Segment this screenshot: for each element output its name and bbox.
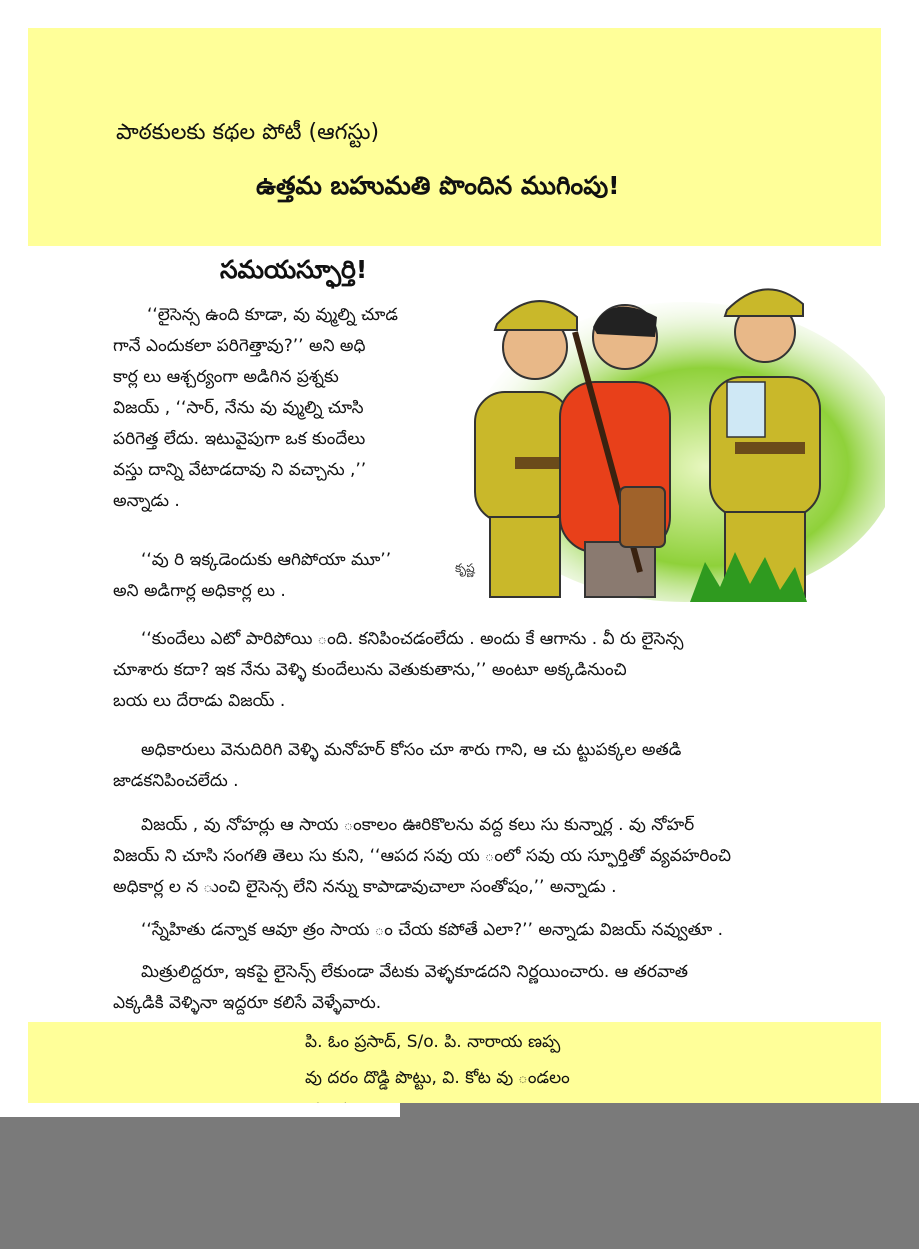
text-line: ‘‘వు రి ఇక్కడెందుకు ఆగిపోయా మూ’’ bbox=[141, 550, 392, 570]
story-paragraph-5 bbox=[113, 810, 731, 903]
text-line: విజయ్ , వు నోహర్లు ఆ సాయ ంకాలం ఊరికొలను వద్ద కలు సు కున్నార్ల . వు నోహర్ bbox=[141, 815, 695, 835]
story-paragraph-7 bbox=[113, 957, 688, 1019]
credit-line-address: వు దరం దొడ్డి పొట్టు, వి. కోట వు ండలం bbox=[305, 1068, 570, 1088]
artist-signature: కృష్ణ bbox=[455, 561, 475, 575]
header-band bbox=[28, 28, 881, 246]
text-line: అధికారులు వెనుదిరిగి వెళ్ళి మనోహర్ కోసం చూ శారు గాని, ఆ చు ట్టుపక్కల అతడి bbox=[141, 740, 682, 760]
text-line: చూశారు కదా? ఇక నేను వెళ్ళి కుందేలును వెతుకుతాను,’’ అంటూ అక్కడినుంచి bbox=[113, 660, 627, 680]
text-line: ‘‘లైసెన్స ఉంది కూడా, వు వ్ముల్ని చూడ bbox=[147, 305, 398, 325]
text-line: గానే ఎందుకలా పరిగెత్తావు?’’ అని అధి bbox=[113, 336, 366, 356]
text-line: అధికార్ల ల న ుంచి లైసెన్స లేని నన్ను కాపాడావుచాలా సంతోషం,’’ అన్నాడు . bbox=[113, 877, 617, 897]
story-paragraph-3 bbox=[113, 624, 683, 717]
text-line: విజయ్ ని చూసి సంగతి తెలు సు కుని, ‘‘ఆపద సవు య ంలో సవు య స్ఫూర్తితో వ్యవహరించి bbox=[113, 846, 732, 866]
text-line: ఎక్కడికి వెళ్ళినా ఇద్దరూ కలిసే వెళ్ళేవారు. bbox=[113, 993, 382, 1013]
contest-heading: పాఠకులకు కథల పోటీ (ఆగస్టు) bbox=[116, 120, 380, 145]
story-paragraph-2 bbox=[113, 545, 391, 607]
text-line: వస్తు దాన్ని వేటాడదావు ని వచ్చాను ,’’ bbox=[113, 460, 367, 480]
text-line: ‘‘కుందేలు ఎటో పారిపోయి ంది. కనిపించడంలేదు . అందు కే ఆగాను . వీ రు లైసెన్స bbox=[141, 629, 684, 649]
prize-heading: ఉత్తమ బహుమతి పొందిన ముగింపు! bbox=[256, 171, 620, 200]
text-line: ‘‘స్నేహితు డన్నాక ఆవూ త్రం సాయ ం చేయ కపోతే ఎలా?’’ అన్నాడు విజయ్ నవ్వుతూ . bbox=[141, 920, 724, 940]
text-line: పరిగెత్త లేదు. ఇటువైపుగా ఒక కుందేలు bbox=[113, 429, 366, 449]
story-paragraph-1 bbox=[113, 300, 398, 517]
bottom-gray-block bbox=[0, 1103, 919, 1249]
credit-line-name: పి. ఓం ప్రసాద్, S/o. పి. నారాయ ణప్ప bbox=[305, 1032, 561, 1052]
story-illustration bbox=[435, 272, 885, 602]
text-line: అని అడిగార్ల అధికార్ల లు . bbox=[113, 581, 286, 601]
text-line: జాడకనిపించలేదు . bbox=[113, 771, 239, 791]
text-line: మిత్రులిద్దరూ, ఇకపై లైసెన్స్ లేకుండా వేటకు వెళ్ళకూడదని నిర్ణయించారు. ఆ తరవాత bbox=[141, 962, 688, 982]
story-title: సమయస్ఫూర్తి! bbox=[220, 255, 368, 284]
text-line: విజయ్ , ‘‘సార్, నేను వు వ్ముల్ని చూసి bbox=[113, 398, 364, 418]
text-line: బయ లు దేరాడు విజయ్ . bbox=[113, 691, 286, 711]
gray-block-notch bbox=[0, 1103, 400, 1117]
story-paragraph-6 bbox=[113, 915, 723, 946]
story-paragraph-4 bbox=[113, 735, 681, 797]
text-line: కార్ల లు ఆశ్చర్యంగా అడిగిన ప్రశ్నకు bbox=[113, 367, 339, 387]
license-paper bbox=[727, 382, 765, 437]
text-line: అన్నాడు . bbox=[113, 491, 180, 511]
